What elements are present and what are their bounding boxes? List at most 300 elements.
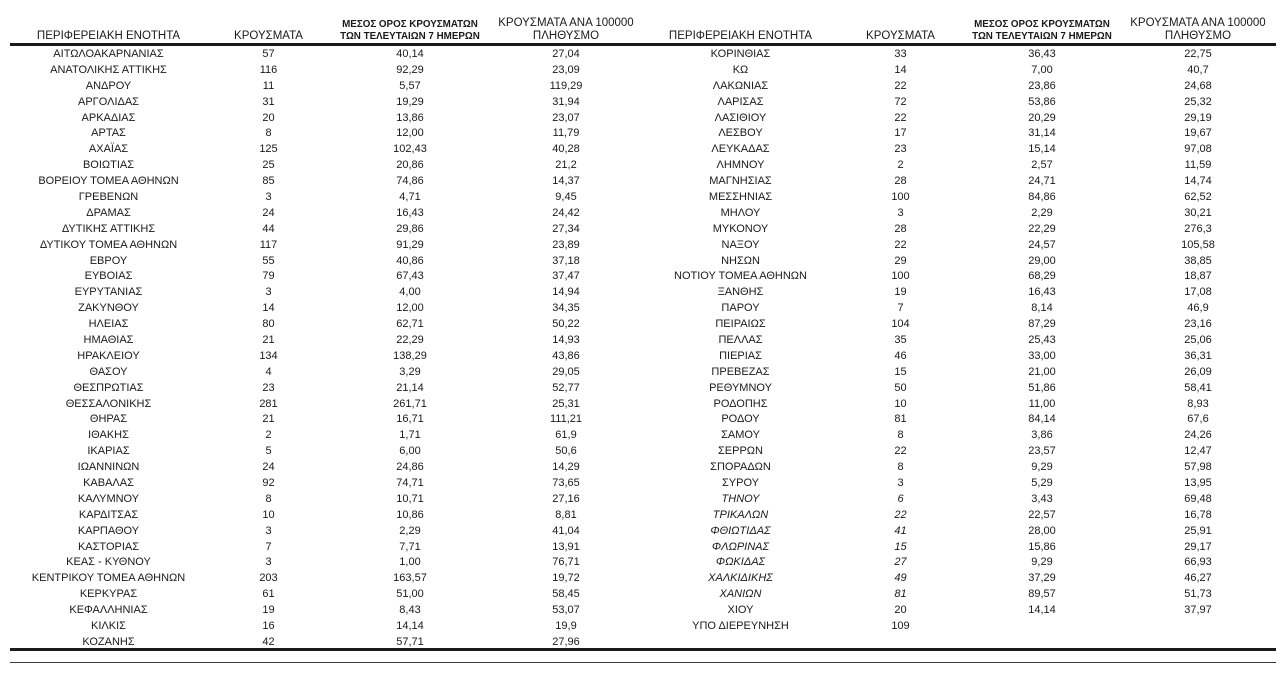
region-cell: ΡΟΔΟΠΗΣ (713, 397, 768, 410)
per100k-cell: 66,93 (1184, 556, 1212, 569)
cases-cell: 44 (262, 222, 275, 235)
cases-cell: 14 (894, 63, 907, 76)
cases-cell: 2 (897, 159, 904, 172)
cases-cell: 20 (262, 111, 275, 124)
avg7-cell: 3,86 (1031, 429, 1053, 442)
region-cell: ΜΕΣΣΗΝΙΑΣ (708, 190, 773, 203)
per100k-cell: 9,45 (555, 190, 577, 203)
cases-cell: 15 (894, 540, 907, 553)
region-cell: ΑΡΓΟΛΙΔΑΣ (78, 95, 139, 108)
avg7-cell: 24,86 (396, 461, 424, 474)
cases-cell: 33 (894, 47, 907, 60)
avg7-cell: 20,86 (396, 159, 424, 172)
region-cell: ΚΩ (732, 63, 749, 76)
per100k-cell: 11,59 (1184, 159, 1212, 172)
right-table (642, 8, 1274, 650)
column-header-per100k-line2: ΠΛΗΘΥΣΜΟ (532, 29, 600, 42)
per100k-cell: 24,68 (1184, 79, 1212, 92)
avg7-cell: 25,43 (1028, 333, 1056, 346)
avg7-cell: 22,29 (1028, 222, 1056, 235)
cases-cell: 81 (894, 588, 907, 601)
region-cell: ΝΟΤΙΟΥ ΤΟΜΕΑ ΑΘΗΝΩΝ (674, 270, 807, 283)
avg7-cell: 51,00 (396, 588, 424, 601)
avg7-cell: 11,00 (1028, 397, 1056, 410)
avg7-cell: 2,57 (1031, 159, 1053, 172)
avg7-cell: 33,00 (1028, 349, 1056, 362)
cases-cell: 24 (262, 206, 275, 219)
column-header-avg7 (962, 8, 1122, 46)
region-cell: ΚΕΑΣ - ΚΥΘΝΟΥ (66, 556, 151, 569)
avg7-cell: 4,00 (399, 286, 421, 299)
per100k-cell: 50,22 (552, 318, 580, 331)
per100k-cell: 51,73 (1184, 588, 1212, 601)
per100k-cell: 25,32 (1184, 95, 1212, 108)
cases-cell: 23 (262, 381, 275, 394)
avg7-cell: 28,00 (1028, 524, 1056, 537)
region-cell: ΥΠΟ ΔΙΕΡΕΥΝΗΣΗ (692, 620, 789, 632)
avg7-cell: 29,00 (1028, 254, 1056, 267)
column-header-avg7-line2: ΤΩΝ ΤΕΛΕΥΤΑΙΩΝ 7 ΗΜΕΡΩΝ (340, 30, 480, 42)
cases-cell: 10 (262, 508, 275, 521)
avg7-cell: 23,86 (1028, 79, 1056, 92)
region-cell: ΣΥΡΟΥ (721, 476, 759, 489)
per100k-cell: 61,9 (555, 429, 577, 442)
avg7-cell: 15,14 (1028, 143, 1056, 156)
per100k-cell: 37,47 (552, 270, 580, 283)
region-cell: ΕΥΒΟΙΑΣ (84, 270, 133, 283)
avg7-cell (962, 618, 1122, 634)
region-cell: ΔΡΑΜΑΣ (86, 206, 131, 219)
per100k-cell: 23,07 (552, 111, 580, 124)
cases-cell: 22 (894, 445, 907, 458)
cases-cell: 11 (262, 79, 275, 92)
region-cell: ΙΘΑΚΗΣ (88, 429, 129, 442)
per100k-cell: 22,75 (1184, 47, 1212, 60)
cases-cell: 203 (259, 572, 278, 585)
per100k-cell: 97,08 (1184, 143, 1212, 156)
per100k-cell: 30,21 (1184, 206, 1212, 219)
avg7-cell: 51,86 (1028, 381, 1056, 394)
cases-cell: 104 (891, 318, 910, 331)
avg7-cell: 16,43 (396, 206, 424, 219)
region-cell: ΛΑΡΙΣΑΣ (717, 95, 764, 108)
avg7-cell: 92,29 (396, 63, 424, 76)
region-cell: ΣΠΟΡΑΔΩΝ (710, 461, 771, 474)
cases-cell: 8 (897, 429, 904, 442)
avg7-cell: 1,71 (399, 429, 421, 442)
avg7-cell: 3,43 (1031, 492, 1053, 505)
avg7-cell: 16,71 (396, 413, 424, 426)
per100k-cell: 27,16 (552, 492, 580, 505)
avg7-cell: 5,29 (1031, 476, 1053, 489)
avg7-cell: 40,14 (396, 47, 424, 60)
avg7-cell: 7,71 (399, 540, 421, 553)
cases-cell: 42 (262, 635, 275, 648)
region-cell: ΤΡΙΚΑΛΩΝ (712, 508, 769, 521)
region-cell: ΑΧΑΪΑΣ (88, 143, 129, 156)
region-cell: ΚΑΡΠΑΘΟΥ (77, 524, 140, 537)
region-cell: ΚΟΡΙΝΘΙΑΣ (710, 47, 771, 60)
avg7-cell: 102,43 (393, 143, 427, 156)
avg7-cell: 23,57 (1028, 445, 1056, 458)
cases-cell: 21 (262, 333, 275, 346)
region-cell: ΚΟΖΑΝΗΣ (82, 635, 135, 648)
cases-cell: 14 (262, 302, 275, 315)
cases-cell: 92 (262, 476, 275, 489)
cases-cell: 3 (265, 286, 272, 299)
per100k-cell: 24,42 (552, 206, 580, 219)
avg7-cell: 3,29 (399, 365, 421, 378)
per100k-cell: 29,05 (552, 365, 580, 378)
per100k-cell: 37,97 (1184, 604, 1212, 617)
cases-cell: 15 (894, 365, 907, 378)
cases-cell: 3 (897, 476, 904, 489)
region-cell: ΝΗΣΩΝ (721, 254, 760, 267)
region-cell: ΧΑΝΙΩΝ (719, 588, 762, 601)
region-cell: ΘΗΡΑΣ (89, 413, 128, 426)
region-cell: ΛΕΣΒΟΥ (718, 127, 763, 140)
region-cell: ΑΝΔΡΟΥ (85, 79, 132, 92)
cases-cell: 116 (259, 63, 278, 76)
cases-cell: 8 (265, 127, 272, 140)
per100k-cell: 29,19 (1184, 111, 1212, 124)
left-table (10, 8, 642, 650)
column-header-avg7-line1: ΜΕΣΟΣ ΟΡΟΣ ΚΡΟΥΣΜΑΤΩΝ (342, 19, 478, 30)
avg7-cell: 261,71 (393, 397, 427, 410)
region-cell: ΘΕΣΠΡΩΤΙΑΣ (73, 381, 144, 394)
region-cell: ΦΘΙΩΤΙΔΑΣ (710, 524, 771, 537)
cases-cell: 109 (891, 620, 910, 632)
per100k-cell: 13,91 (552, 540, 580, 553)
column-header-per100k-line1: ΚΡΟΥΣΜΑΤΑ ΑΝΑ 100000 (498, 17, 634, 29)
cases-cell: 6 (897, 492, 904, 505)
cases-cell: 19 (894, 286, 907, 299)
region-cell: ΣΑΜΟΥ (721, 429, 760, 442)
cases-cell: 25 (262, 159, 275, 172)
cases-cell: 3 (265, 190, 272, 203)
footer-rule (10, 662, 1276, 663)
cases-cell: 22 (894, 79, 907, 92)
avg7-cell: 40,86 (396, 254, 424, 267)
per100k-cell: 57,98 (1184, 461, 1212, 474)
per100k-cell: 73,65 (552, 476, 580, 489)
region-cell: ΚΑΣΤΟΡΙΑΣ (77, 540, 140, 553)
avg7-cell: 4,71 (399, 190, 421, 203)
cases-cell: 80 (262, 318, 275, 331)
avg7-cell: 9,29 (1031, 461, 1053, 474)
cases-cell: 22 (894, 508, 907, 521)
header-underline-rule (10, 43, 1276, 46)
cases-cell: 50 (894, 381, 907, 394)
region-cell: ΗΛΕΙΑΣ (88, 318, 129, 331)
avg7-cell: 14,14 (396, 620, 424, 632)
region-cell: ΙΚΑΡΙΑΣ (87, 445, 130, 458)
region-cell: ΡΕΘΥΜΝΟΥ (709, 381, 772, 394)
per100k-cell: 40,28 (552, 143, 580, 156)
cases-cell: 28 (894, 175, 907, 188)
avg7-cell: 62,71 (396, 318, 424, 331)
region-cell: ΧΑΛΚΙΔΙΚΗΣ (708, 572, 773, 585)
per100k-cell: 76,71 (552, 556, 580, 569)
per100k-cell: 27,34 (552, 222, 580, 235)
column-header-avg7-line1: ΜΕΣΟΣ ΟΡΟΣ ΚΡΟΥΣΜΑΤΩΝ (974, 19, 1110, 30)
avg7-cell: 84,86 (1028, 190, 1056, 203)
region-cell: ΠΕΙΡΑΙΩΣ (715, 318, 766, 331)
avg7-cell: 5,57 (399, 79, 421, 92)
region-cell: ΔΥΤΙΚΗΣ ΑΤΤΙΚΗΣ (61, 222, 156, 235)
per100k-cell: 40,7 (1187, 63, 1209, 76)
cases-cell: 23 (894, 143, 907, 156)
avg7-cell: 1,00 (399, 556, 421, 569)
per100k-cell: 58,41 (1184, 381, 1212, 394)
region-cell: ΕΥΡΥΤΑΝΙΑΣ (74, 286, 143, 299)
cases-cell: 21 (262, 413, 275, 426)
per100k-cell: 19,9 (555, 620, 577, 632)
per100k-cell: 24,26 (1184, 429, 1212, 442)
cases-cell: 24 (262, 461, 275, 474)
cases-cell: 85 (262, 175, 275, 188)
column-header-avg7-line2: ΤΩΝ ΤΕΛΕΥΤΑΙΩΝ 7 ΗΜΕΡΩΝ (972, 30, 1112, 42)
per100k-cell: 14,29 (552, 461, 580, 474)
per100k-cell: 31,94 (552, 95, 580, 108)
avg7-cell: 37,29 (1028, 572, 1056, 585)
avg7-cell: 15,86 (1028, 540, 1056, 553)
region-cell: ΠΙΕΡΙΑΣ (719, 349, 762, 362)
per100k-cell: 38,85 (1184, 254, 1212, 267)
region-cell: ΔΥΤΙΚΟΥ ΤΟΜΕΑ ΑΘΗΝΩΝ (39, 238, 178, 251)
per100k-cell: 50,6 (555, 445, 577, 458)
region-cell: ΠΑΡΟΥ (721, 302, 760, 315)
per100k-cell: 12,47 (1184, 445, 1212, 458)
per100k-cell: 14,37 (552, 175, 580, 188)
per100k-cell: 19,67 (1184, 127, 1212, 140)
cases-cell: 100 (891, 270, 910, 283)
region-cell: ΙΩΑΝΝΙΝΩΝ (77, 461, 140, 474)
column-header-per100k-line1: ΚΡΟΥΣΜΑΤΑ ΑΝΑ 100000 (1130, 17, 1266, 29)
per100k-cell: 53,07 (552, 604, 580, 617)
region-cell: ΚΕΡΚΥΡΑΣ (79, 588, 138, 601)
region-cell: ΞΑΝΘΗΣ (717, 286, 764, 299)
avg7-cell: 10,71 (396, 492, 424, 505)
region-cell: ΗΡΑΚΛΕΙΟΥ (77, 349, 140, 362)
per100k-cell: 11,79 (552, 127, 580, 140)
region-cell: ΛΗΜΝΟΥ (716, 159, 765, 172)
avg7-cell: 29,86 (396, 222, 424, 235)
region-cell: ΧΙΟΥ (727, 604, 754, 617)
region-cell: ΛΕΥΚΑΔΑΣ (711, 143, 770, 156)
region-cell: ΚΙΛΚΙΣ (91, 620, 126, 632)
per100k-cell: 276,3 (1184, 222, 1212, 235)
per100k-cell: 25,91 (1184, 524, 1212, 537)
region-cell: ΚΑΡΔΙΤΣΑΣ (78, 508, 139, 521)
column-header-avg7 (330, 8, 490, 46)
avg7-cell: 22,29 (396, 333, 424, 346)
region-cell: ΑΙΤΩΛΟΑΚΑΡΝΑΝΙΑΣ (53, 47, 164, 60)
region-cell: ΠΕΛΛΑΣ (718, 333, 763, 346)
per100k-cell: 23,16 (1184, 318, 1212, 331)
cases-cell: 46 (894, 349, 907, 362)
cases-cell: 10 (894, 397, 907, 410)
cases-cell: 79 (262, 270, 275, 283)
avg7-cell: 91,29 (396, 238, 424, 251)
cases-cell: 35 (894, 333, 907, 346)
avg7-cell: 67,43 (396, 270, 424, 283)
per100k-cell: 111,21 (549, 413, 582, 426)
table-bottom-rule (10, 648, 1276, 651)
cases-cell: 29 (894, 254, 907, 267)
cases-cell: 28 (894, 222, 907, 235)
cases-cell: 17 (894, 127, 907, 140)
avg7-cell: 10,86 (396, 508, 424, 521)
avg7-cell: 24,71 (1028, 175, 1056, 188)
avg7-cell: 2,29 (1031, 206, 1053, 219)
region-cell: ΛΑΣΙΘΙΟΥ (714, 111, 767, 124)
region-cell: ΕΒΡΟΥ (89, 254, 128, 267)
cases-cell: 57 (262, 47, 275, 60)
column-header-per100k (490, 8, 642, 46)
region-cell: ΜΑΓΝΗΣΙΑΣ (709, 175, 772, 188)
cases-cell: 22 (894, 238, 907, 251)
cases-cell: 3 (265, 524, 272, 537)
per100k-cell: 119,29 (549, 79, 583, 92)
avg7-cell: 8,43 (399, 604, 421, 617)
column-header-cases: ΚΡΟΥΣΜΑΤΑ (234, 29, 303, 42)
cases-cell: 117 (259, 238, 278, 251)
cases-cell: 55 (262, 254, 275, 267)
per100k-cell: 105,58 (1181, 238, 1215, 251)
per100k-cell: 29,17 (1184, 540, 1212, 553)
per100k-cell: 67,6 (1187, 413, 1209, 426)
region-cell: ΜΥΚΟΝΟΥ (712, 222, 769, 235)
per100k-cell: 43,86 (552, 349, 580, 362)
per100k-cell: 8,93 (1187, 397, 1209, 410)
per100k-cell: 25,06 (1184, 333, 1212, 346)
region-cell: ΚΑΛΥΜΝΟΥ (77, 492, 140, 505)
cases-cell: 8 (265, 492, 272, 505)
per100k-cell: 23,89 (552, 238, 580, 251)
avg7-cell: 22,57 (1028, 508, 1056, 521)
avg7-cell: 31,14 (1028, 127, 1056, 140)
cases-cell: 72 (894, 95, 907, 108)
region-cell: ΛΑΚΩΝΙΑΣ (712, 79, 769, 92)
cases-cell: 5 (265, 445, 272, 458)
per100k-cell: 46,27 (1184, 572, 1212, 585)
per100k-cell: 27,96 (552, 635, 580, 648)
column-header-per100k (1122, 8, 1274, 46)
avg7-cell: 8,14 (1031, 302, 1053, 315)
per100k-cell: 17,08 (1184, 286, 1212, 299)
cases-cell: 134 (259, 349, 278, 362)
region-cell: ΓΡΕΒΕΝΩΝ (78, 190, 139, 203)
region-cell: ΡΟΔΟΥ (721, 413, 760, 426)
region-cell: ΚΑΒΑΛΑΣ (83, 476, 134, 489)
per100k-cell: 19,72 (552, 572, 580, 585)
region-cell: ΖΑΚΥΝΘΟΥ (78, 302, 139, 315)
per100k-cell: 36,31 (1184, 349, 1212, 362)
per100k-cell: 62,52 (1184, 190, 1212, 203)
cases-cell: 7 (265, 540, 272, 553)
cases-cell: 22 (894, 111, 907, 124)
region-cell: ΚΕΦΑΛΛΗΝΙΑΣ (69, 604, 148, 617)
avg7-cell: 57,71 (396, 635, 424, 648)
per100k-cell: 58,45 (552, 588, 580, 601)
region-cell: ΝΑΞΟΥ (721, 238, 760, 251)
region-cell: ΑΡΚΑΔΙΑΣ (81, 111, 136, 124)
per100k-cell: 26,09 (1184, 365, 1212, 378)
avg7-cell: 12,00 (396, 302, 424, 315)
column-header-region: ΠΕΡΙΦΕΡΕΙΑΚΗ ΕΝΟΤΗΤΑ (36, 29, 181, 42)
avg7-cell: 89,57 (1028, 588, 1056, 601)
avg7-cell: 68,29 (1028, 270, 1056, 283)
avg7-cell: 74,86 (396, 175, 424, 188)
region-cell: ΗΜΑΘΙΑΣ (83, 333, 134, 346)
region-cell: ΘΕΣΣΑΛΟΝΙΚΗΣ (65, 397, 152, 410)
per100k-cell: 25,31 (552, 397, 580, 410)
cases-cell: 125 (259, 143, 278, 156)
per100k-cell (1122, 618, 1274, 634)
avg7-cell: 16,43 (1028, 286, 1056, 299)
per100k-cell: 52,77 (552, 381, 580, 394)
cases-cell: 81 (894, 413, 907, 426)
region-cell: ΦΛΩΡΙΝΑΣ (711, 540, 770, 553)
avg7-cell: 2,29 (399, 524, 421, 537)
cases-cell: 3 (265, 556, 272, 569)
per100k-cell: 14,74 (1184, 175, 1212, 188)
avg7-cell: 87,29 (1028, 318, 1056, 331)
per100k-cell: 46,9 (1187, 302, 1209, 315)
cases-cell: 19 (262, 604, 275, 617)
column-header-per100k-line2: ΠΛΗΘΥΣΜΟ (1164, 29, 1232, 42)
per100k-cell: 27,04 (552, 47, 580, 60)
avg7-cell: 19,29 (396, 95, 424, 108)
cases-cell: 100 (891, 190, 910, 203)
region-cell: ΒΟΙΩΤΙΑΣ (82, 159, 135, 172)
per100k-cell: 13,95 (1184, 476, 1212, 489)
per100k-cell: 18,87 (1184, 270, 1212, 283)
per100k-cell: 14,93 (552, 333, 580, 346)
cases-cell: 41 (894, 524, 907, 537)
cases-cell: 7 (897, 302, 904, 315)
region-cell: ΒΟΡΕΙΟΥ ΤΟΜΕΑ ΑΘΗΝΩΝ (38, 175, 179, 188)
avg7-cell: 21,00 (1028, 365, 1056, 378)
per100k-cell: 8,81 (555, 508, 577, 521)
avg7-cell: 36,43 (1028, 47, 1056, 60)
region-cell: ΑΡΤΑΣ (91, 127, 126, 140)
avg7-cell: 7,00 (1031, 63, 1053, 76)
avg7-cell: 14,14 (1028, 604, 1056, 617)
avg7-cell: 84,14 (1028, 413, 1056, 426)
cases-cell: 8 (897, 461, 904, 474)
avg7-cell: 6,00 (399, 445, 421, 458)
per100k-cell: 37,18 (552, 254, 580, 267)
column-header-region: ΠΕΡΙΦΕΡΕΙΑΚΗ ΕΝΟΤΗΤΑ (668, 29, 813, 42)
avg7-cell: 9,29 (1031, 556, 1053, 569)
cases-cell: 27 (894, 556, 907, 569)
avg7-cell: 163,57 (393, 572, 427, 585)
avg7-cell: 74,71 (396, 476, 424, 489)
cases-cell: 31 (262, 95, 275, 108)
per100k-cell: 23,09 (552, 63, 580, 76)
avg7-cell: 24,57 (1028, 238, 1056, 251)
cases-cell: 3 (897, 206, 904, 219)
cases-cell: 49 (894, 572, 907, 585)
region-cell: ΘΑΣΟΥ (89, 365, 128, 378)
per100k-cell: 14,94 (552, 286, 580, 299)
cases-cell: 2 (265, 429, 272, 442)
region-cell: ΚΕΝΤΡΙΚΟΥ ΤΟΜΕΑ ΑΘΗΝΩΝ (31, 572, 186, 585)
avg7-cell: 138,29 (393, 349, 427, 362)
per100k-cell: 16,78 (1184, 508, 1212, 521)
